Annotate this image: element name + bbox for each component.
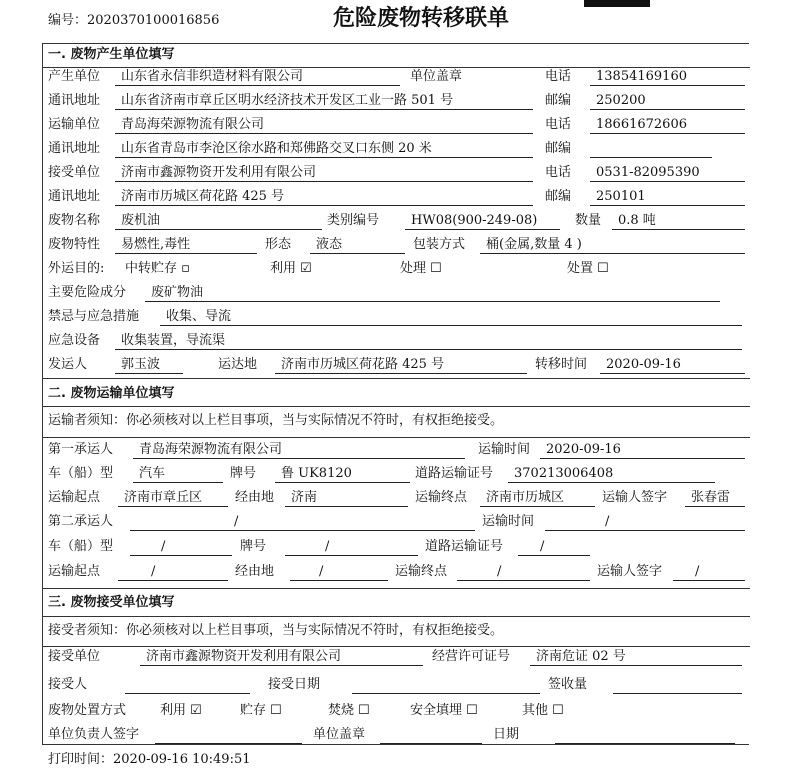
disposal-storage-checkbox[interactable]: 贮存 ☐ <box>240 703 282 718</box>
equipment-field[interactable]: 收集装置，导流渠 <box>115 333 742 350</box>
license-field[interactable]: 济南危证 02 号 <box>530 649 742 666</box>
divider <box>42 378 750 379</box>
field-label: 运输终点 <box>395 564 448 579</box>
field-label: 运输人签字 <box>597 564 663 579</box>
transporter-phone-field[interactable]: 18661672606 <box>590 117 745 134</box>
carrier2-plate-field[interactable]: / <box>285 539 418 556</box>
divider <box>42 437 750 438</box>
carrier1-permit-field[interactable]: 370213006408 <box>508 466 715 483</box>
field-label: 电话 <box>545 165 572 180</box>
carrier1-vehicle-field[interactable]: 汽车 <box>133 466 223 483</box>
receiver-field[interactable]: 济南市鑫源物资开发利用有限公司 <box>115 165 533 182</box>
carrier2-field[interactable]: / <box>130 514 475 531</box>
field-label: 主要危险成分 <box>48 285 127 300</box>
carrier1-time-field[interactable]: 2020-09-16 <box>540 442 745 459</box>
field-label: 运输终点 <box>415 490 468 505</box>
divider <box>42 406 750 407</box>
receive-amount-field[interactable] <box>613 677 742 694</box>
shipper-field[interactable]: 郭玉波 <box>115 357 183 374</box>
purpose-utilize-checkbox[interactable]: 利用 ☑ <box>270 261 312 276</box>
carrier2-time-field[interactable]: / <box>545 514 745 531</box>
field-label: 电话 <box>545 69 572 84</box>
field-label: 运输时间 <box>482 514 535 529</box>
field-label: 单位负责人签字 <box>48 727 140 742</box>
carrier2-permit-field[interactable]: / <box>518 539 590 556</box>
field-label: 邮编 <box>545 189 572 204</box>
field-label: 接受单位 <box>48 649 101 664</box>
destination-field[interactable]: 济南市历城区荷花路 425 号 <box>275 357 527 374</box>
transporter-address-field[interactable]: 山东省青岛市李沧区徐水路和郑佛路交叉口东侧 20 米 <box>115 141 533 158</box>
head-sign-field[interactable] <box>155 727 302 744</box>
qr-code-fragment <box>584 0 650 7</box>
receiver-phone-field[interactable]: 0531-82095390 <box>590 165 745 182</box>
field-label: 道路运输证号 <box>415 466 494 481</box>
field-label: 通讯地址 <box>48 141 101 156</box>
field-label: 类别编号 <box>327 213 380 228</box>
disposal-other-checkbox[interactable]: 其他 ☐ <box>522 703 564 718</box>
field-label: 道路运输证号 <box>425 539 504 554</box>
field-label: 运输单位 <box>48 117 101 132</box>
field-label: 产生单位 <box>48 69 101 84</box>
waste-name-field[interactable]: 废机油 <box>115 213 322 230</box>
serial-number <box>48 13 219 29</box>
field-label: 发运人 <box>48 357 88 372</box>
purpose-treat-checkbox[interactable]: 处理 ☐ <box>400 261 442 276</box>
page-title: 危险废物转移联单 <box>333 6 510 31</box>
carrier2-start-field[interactable]: / <box>118 564 228 581</box>
seal-field[interactable] <box>380 727 482 744</box>
field-label: 形态 <box>265 237 292 252</box>
carrier2-via-field[interactable]: / <box>290 564 388 581</box>
carrier1-sign-field[interactable]: 张春雷 <box>685 490 745 507</box>
carrier1-plate-field[interactable]: 鲁 UK8120 <box>275 466 410 483</box>
transporter-field[interactable]: 青岛海荣源物流有限公司 <box>115 117 533 134</box>
field-label: 接受单位 <box>48 165 101 180</box>
field-label: 运达地 <box>218 357 258 372</box>
property-field[interactable]: 易燃性,毒性 <box>115 237 257 254</box>
divider <box>42 646 750 647</box>
field-label: 废物处置方式 <box>48 703 127 718</box>
field-label: 通讯地址 <box>48 189 101 204</box>
field-label: 单位盖章 <box>410 69 463 84</box>
producer-postcode-field[interactable]: 250200 <box>590 93 745 110</box>
section1-title: 一. 废物产生单位填写 <box>48 47 175 62</box>
serial-value: 2020370100016856 <box>87 13 220 28</box>
field-label: 运输起点 <box>48 490 101 505</box>
receiver-unit-field[interactable]: 济南市鑫源物资开发利用有限公司 <box>140 649 423 666</box>
field-label: 接受日期 <box>268 677 321 692</box>
purpose-transfer-storage-checkbox[interactable]: 中转贮存 ▫ <box>125 261 190 276</box>
carrier1-field[interactable]: 青岛海荣源物流有限公司 <box>133 442 465 459</box>
category-field[interactable]: HW08(900-249-08) <box>405 213 560 230</box>
field-label: 牌号 <box>240 539 267 554</box>
print-time <box>48 752 251 768</box>
carrier2-vehicle-field[interactable]: / <box>130 539 232 556</box>
field-label: 日期 <box>493 727 520 742</box>
field-label: 禁忌与应急措施 <box>48 309 140 324</box>
carrier1-start-field[interactable]: 济南市章丘区 <box>118 490 228 507</box>
transport-notice: 运输者须知：你必须核对以上栏目事项，当与实际情况不符时，有权拒绝接受。 <box>48 413 504 428</box>
receiver-person-field[interactable] <box>125 677 250 694</box>
print-time-label: 打印时间： <box>48 752 114 767</box>
divider <box>42 616 750 617</box>
divider <box>42 67 750 68</box>
field-label: 经由地 <box>235 564 275 579</box>
field-label: 签收量 <box>548 677 588 692</box>
field-label: 运输起点 <box>48 564 101 579</box>
field-label: 运输时间 <box>478 442 531 457</box>
section2-title: 二. 废物运输单位填写 <box>48 386 175 401</box>
field-label: 通讯地址 <box>48 93 101 108</box>
purpose-dispose-checkbox[interactable]: 处置 ☐ <box>567 261 609 276</box>
field-label: 车（船）型 <box>48 539 114 554</box>
producer-address-field[interactable]: 山东省济南市章丘区明水经济技术开发区工业一路 501 号 <box>115 93 533 110</box>
final-date-field[interactable] <box>555 727 735 744</box>
form-field[interactable]: 液态 <box>310 237 405 254</box>
disposal-utilize-checkbox[interactable]: 利用 ☑ <box>160 703 202 718</box>
field-label: 数量 <box>575 213 602 228</box>
carrier2-end-field[interactable]: / <box>457 564 590 581</box>
hazard-field[interactable]: 废矿物油 <box>145 285 720 302</box>
field-label: 车（船）型 <box>48 466 114 481</box>
field-label: 外运目的: <box>48 261 105 276</box>
divider <box>42 588 750 589</box>
field-label: 应急设备 <box>48 333 101 348</box>
taboo-field[interactable]: 收集、导流 <box>160 309 742 326</box>
receiver-address-field[interactable]: 济南市历城区荷花路 425 号 <box>115 189 533 206</box>
package-field[interactable]: 桶(金属,数量 4 ) <box>480 237 745 254</box>
field-label: 转移时间 <box>535 357 588 372</box>
field-label: 单位盖章 <box>313 727 366 742</box>
field-label: 包装方式 <box>413 237 466 252</box>
disposal-landfill-checkbox[interactable]: 安全填埋 ☐ <box>410 703 478 718</box>
producer-field[interactable]: 山东省永信非织造材料有限公司 <box>115 69 400 86</box>
transfer-time-field[interactable]: 2020-09-16 <box>600 357 745 374</box>
field-label: 接受人 <box>48 677 88 692</box>
receive-notice: 接受者须知：你必须核对以上栏目事项，当与实际情况不符时，有权拒绝接受。 <box>48 623 504 638</box>
field-label: 邮编 <box>545 93 572 108</box>
field-label: 经由地 <box>235 490 275 505</box>
field-label: 废物名称 <box>48 213 101 228</box>
disposal-incinerate-checkbox[interactable]: 焚烧 ☐ <box>328 703 370 718</box>
carrier2-sign-field[interactable]: / <box>673 564 745 581</box>
field-label: 废物特性 <box>48 237 101 252</box>
receive-date-field[interactable] <box>352 677 540 694</box>
print-time-value: 2020-09-16 10:49:51 <box>113 752 251 767</box>
receiver-postcode-field[interactable]: 250101 <box>590 189 745 206</box>
section3-title: 三. 废物接受单位填写 <box>48 595 175 610</box>
serial-label: 编号： <box>48 13 88 28</box>
field-label: 第二承运人 <box>48 514 114 529</box>
field-label: 邮编 <box>545 141 572 156</box>
quantity-field[interactable]: 0.8 吨 <box>612 213 745 230</box>
field-label: 电话 <box>545 117 572 132</box>
field-label: 牌号 <box>230 466 257 481</box>
field-label: 运输人签字 <box>602 490 668 505</box>
carrier1-end-field[interactable]: 济南市历城区 <box>480 490 595 507</box>
field-label: 第一承运人 <box>48 442 114 457</box>
carrier1-via-field[interactable]: 济南 <box>285 490 408 507</box>
transporter-postcode-field[interactable] <box>590 141 712 158</box>
field-label: 经营许可证号 <box>432 649 511 664</box>
producer-phone-field[interactable]: 13854169160 <box>590 69 745 86</box>
